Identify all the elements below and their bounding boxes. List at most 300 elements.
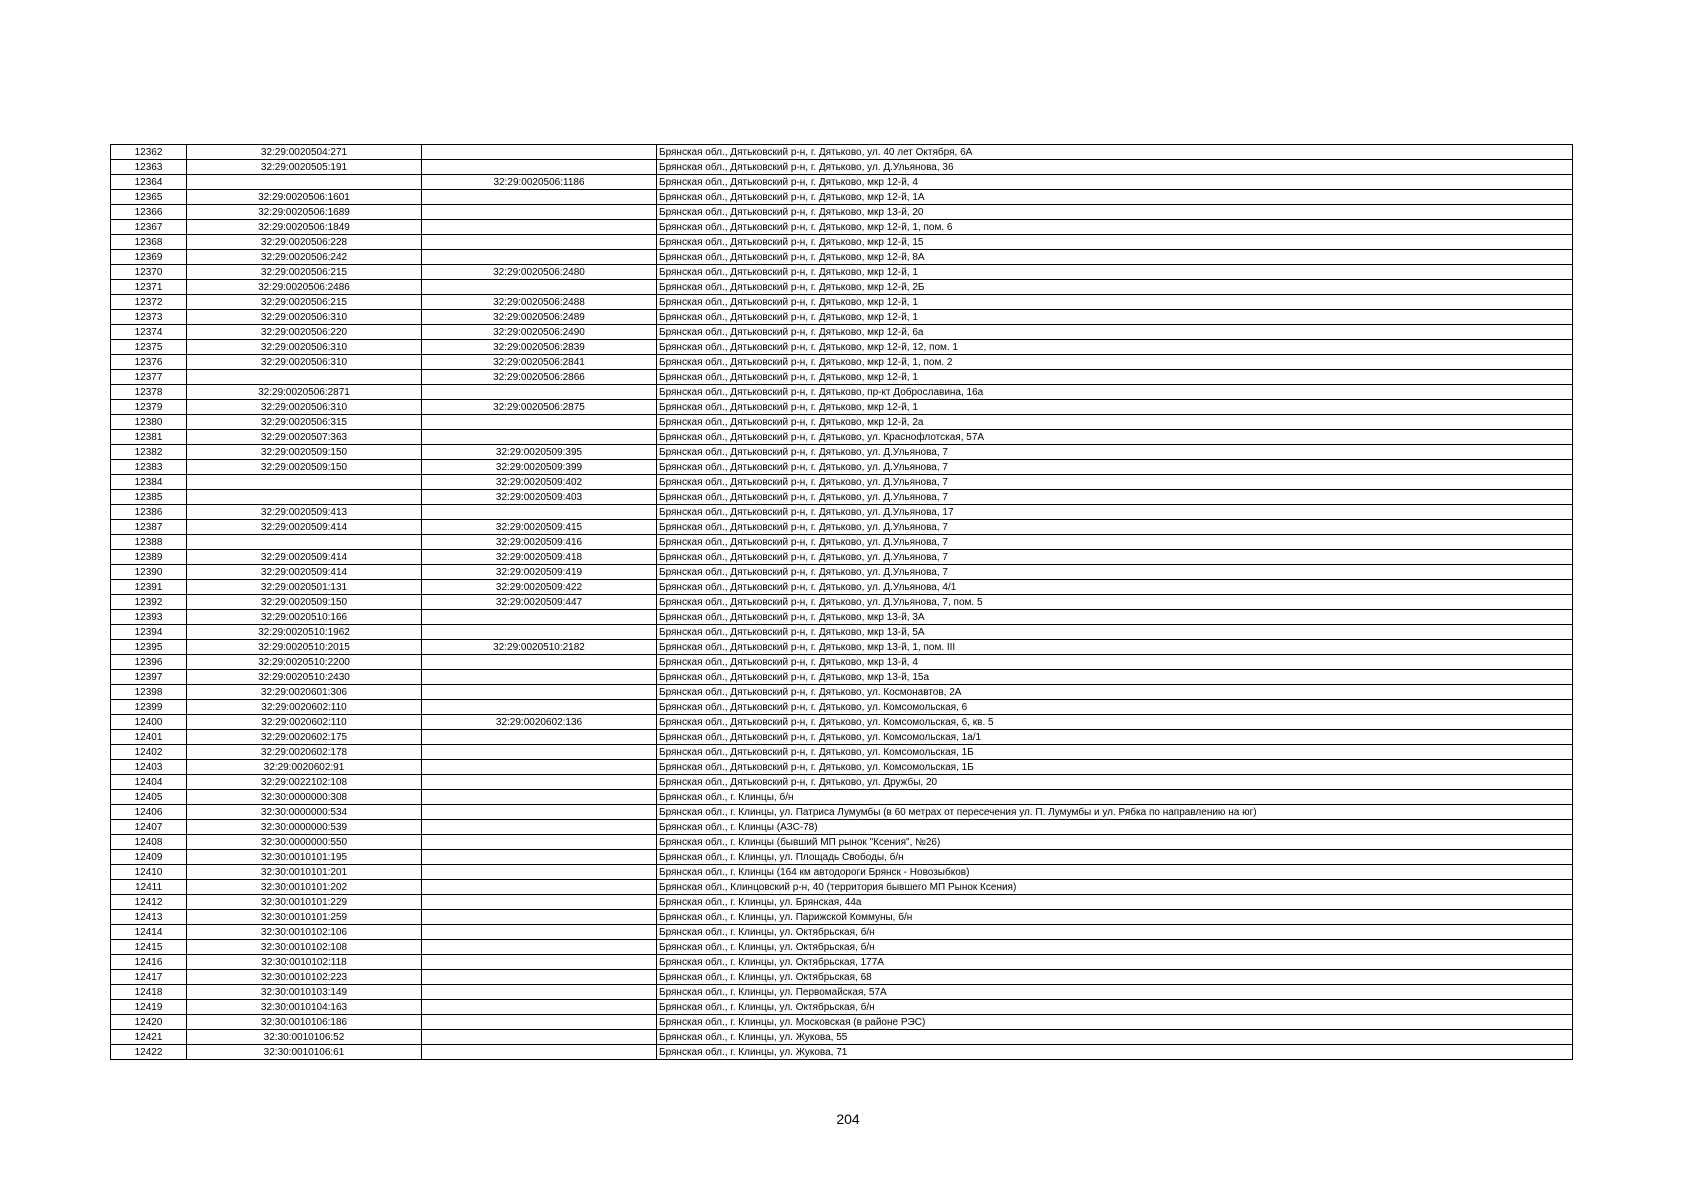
- table-row: [111, 280, 1573, 295]
- related-cadastral-number-cell: [422, 925, 657, 940]
- row-number-cell: 12394: [111, 625, 187, 640]
- row-number-cell: 12407: [111, 820, 187, 835]
- cadastral-number-cell: 32:29:0020506:2486: [187, 280, 422, 295]
- cadastral-number-cell: 32:30:0010106:61: [187, 1045, 422, 1060]
- row-number-cell: 12386: [111, 505, 187, 520]
- address-cell: Брянская обл., г. Клинцы, ул. Парижской Коммуны, б/н: [657, 910, 1573, 925]
- table-row: [111, 1000, 1573, 1015]
- address-cell: Брянская обл., Дятьковский р-н, г. Дятьково, ул. Комсомольская, 6: [657, 700, 1573, 715]
- table-row: [111, 205, 1573, 220]
- address-cell: Брянская обл., Дятьковский р-н, г. Дятьково, мкр 13-й, 1, пом. III: [657, 640, 1573, 655]
- row-number-cell: 12369: [111, 250, 187, 265]
- cadastral-number-cell: 32:29:0020506:310: [187, 355, 422, 370]
- table-row: [111, 970, 1573, 985]
- related-cadastral-number-cell: [422, 190, 657, 205]
- address-cell: Брянская обл., Клинцовский р-н, 40 (территория бывшего МП Рынок Ксения): [657, 880, 1573, 895]
- related-cadastral-number-cell: [422, 1045, 657, 1060]
- related-cadastral-number-cell: [422, 430, 657, 445]
- related-cadastral-number-cell: 32:29:0020506:2489: [422, 310, 657, 325]
- cadastral-number-cell: [187, 535, 422, 550]
- table-row: [111, 265, 1573, 280]
- address-cell: Брянская обл., Дятьковский р-н, г. Дятьково, ул. Дружбы, 20: [657, 775, 1573, 790]
- cadastral-number-cell: 32:30:0010101:229: [187, 895, 422, 910]
- table-row: [111, 910, 1573, 925]
- table-row: [111, 940, 1573, 955]
- address-cell: Брянская обл., Дятьковский р-н, г. Дятьково, ул. Комсомольская, 1Б: [657, 745, 1573, 760]
- cadastral-number-cell: 32:29:0020602:91: [187, 760, 422, 775]
- related-cadastral-number-cell: 32:29:0020506:2488: [422, 295, 657, 310]
- cadastral-number-cell: 32:30:0010101:195: [187, 850, 422, 865]
- cadastral-number-cell: 32:29:0020510:1962: [187, 625, 422, 640]
- related-cadastral-number-cell: [422, 385, 657, 400]
- table-row: [111, 250, 1573, 265]
- table-row: [111, 820, 1573, 835]
- cadastral-number-cell: 32:30:0010101:201: [187, 865, 422, 880]
- row-number-cell: 12401: [111, 730, 187, 745]
- cadastral-number-cell: 32:29:0022102:108: [187, 775, 422, 790]
- related-cadastral-number-cell: [422, 505, 657, 520]
- related-cadastral-number-cell: [422, 205, 657, 220]
- address-cell: Брянская обл., Дятьковский р-н, г. Дятьково, мкр 13-й, 5А: [657, 625, 1573, 640]
- cadastral-number-cell: [187, 475, 422, 490]
- related-cadastral-number-cell: [422, 790, 657, 805]
- cadastral-number-cell: 32:29:0020504:271: [187, 145, 422, 160]
- row-number-cell: 12404: [111, 775, 187, 790]
- address-cell: Брянская обл., Дятьковский р-н, г. Дятьково, ул. 40 лет Октября, 6А: [657, 145, 1573, 160]
- table-row: [111, 475, 1573, 490]
- table-row: [111, 1045, 1573, 1060]
- row-number-cell: 12390: [111, 565, 187, 580]
- table-row: [111, 775, 1573, 790]
- row-number-cell: 12370: [111, 265, 187, 280]
- row-number-cell: 12375: [111, 340, 187, 355]
- row-number-cell: 12408: [111, 835, 187, 850]
- row-number-cell: 12364: [111, 175, 187, 190]
- cadastral-number-cell: 32:30:0010101:259: [187, 910, 422, 925]
- address-cell: Брянская обл., Дятьковский р-н, г. Дятьково, ул. Комсомольская, 6, кв. 5: [657, 715, 1573, 730]
- cadastral-number-cell: 32:29:0020506:215: [187, 265, 422, 280]
- related-cadastral-number-cell: [422, 670, 657, 685]
- row-number-cell: 12377: [111, 370, 187, 385]
- cadastral-number-cell: 32:29:0020509:414: [187, 550, 422, 565]
- cadastral-number-cell: 32:29:0020602:110: [187, 700, 422, 715]
- row-number-cell: 12402: [111, 745, 187, 760]
- table-row: [111, 370, 1573, 385]
- row-number-cell: 12395: [111, 640, 187, 655]
- related-cadastral-number-cell: [422, 910, 657, 925]
- address-cell: Брянская обл., Дятьковский р-н, г. Дятьково, ул. Д.Ульянова, 7: [657, 490, 1573, 505]
- cadastral-number-cell: 32:29:0020509:413: [187, 505, 422, 520]
- related-cadastral-number-cell: [422, 745, 657, 760]
- related-cadastral-number-cell: 32:29:0020506:2875: [422, 400, 657, 415]
- address-cell: Брянская обл., Дятьковский р-н, г. Дятьково, мкр 13-й, 4: [657, 655, 1573, 670]
- address-cell: Брянская обл., Дятьковский р-н, г. Дятьково, ул. Комсомольская, 1а/1: [657, 730, 1573, 745]
- address-cell: Брянская обл., г. Клинцы, ул. Жукова, 71: [657, 1045, 1573, 1060]
- table-row: [111, 490, 1573, 505]
- related-cadastral-number-cell: 32:29:0020509:422: [422, 580, 657, 595]
- row-number-cell: 12410: [111, 865, 187, 880]
- row-number-cell: 12411: [111, 880, 187, 895]
- table-row: [111, 595, 1573, 610]
- related-cadastral-number-cell: [422, 625, 657, 640]
- related-cadastral-number-cell: 32:29:0020509:403: [422, 490, 657, 505]
- related-cadastral-number-cell: 32:29:0020509:415: [422, 520, 657, 535]
- related-cadastral-number-cell: [422, 610, 657, 625]
- related-cadastral-number-cell: [422, 955, 657, 970]
- address-cell: Брянская обл., г. Клинцы (164 км автодороги Брянск - Новозыбков): [657, 865, 1573, 880]
- table-row: [111, 505, 1573, 520]
- address-cell: Брянская обл., Дятьковский р-н, г. Дятьково, мкр 12-й, 1: [657, 265, 1573, 280]
- cadastral-number-cell: 32:29:0020506:228: [187, 235, 422, 250]
- address-cell: Брянская обл., Дятьковский р-н, г. Дятьково, ул. Космонавтов, 2А: [657, 685, 1573, 700]
- address-cell: Брянская обл., Дятьковский р-н, г. Дятьково, мкр 13-й, 15а: [657, 670, 1573, 685]
- related-cadastral-number-cell: [422, 835, 657, 850]
- table-row: [111, 145, 1573, 160]
- cadastral-number-cell: 32:30:0010102:223: [187, 970, 422, 985]
- row-number-cell: 12403: [111, 760, 187, 775]
- table-row: [111, 955, 1573, 970]
- table-row: [111, 430, 1573, 445]
- row-number-cell: 12400: [111, 715, 187, 730]
- related-cadastral-number-cell: [422, 760, 657, 775]
- row-number-cell: 12384: [111, 475, 187, 490]
- address-cell: Брянская обл., Дятьковский р-н, г. Дятьково, мкр 12-й, 15: [657, 235, 1573, 250]
- cadastral-number-cell: 32:29:0020509:414: [187, 565, 422, 580]
- row-number-cell: 12416: [111, 955, 187, 970]
- row-number-cell: 12392: [111, 595, 187, 610]
- cadastral-number-cell: 32:30:0010102:118: [187, 955, 422, 970]
- related-cadastral-number-cell: [422, 415, 657, 430]
- row-number-cell: 12387: [111, 520, 187, 535]
- related-cadastral-number-cell: [422, 1000, 657, 1015]
- cadastral-number-cell: [187, 175, 422, 190]
- related-cadastral-number-cell: [422, 850, 657, 865]
- related-cadastral-number-cell: 32:29:0020509:416: [422, 535, 657, 550]
- cadastral-number-cell: 32:29:0020506:310: [187, 340, 422, 355]
- cadastral-number-cell: 32:29:0020510:2015: [187, 640, 422, 655]
- address-cell: Брянская обл., Дятьковский р-н, г. Дятьково, ул. Д.Ульянова, 7: [657, 460, 1573, 475]
- address-cell: Брянская обл., Дятьковский р-н, г. Дятьково, ул. Д.Ульянова, 7: [657, 565, 1573, 580]
- cadastral-number-cell: 32:29:0020510:166: [187, 610, 422, 625]
- row-number-cell: 12376: [111, 355, 187, 370]
- row-number-cell: 12373: [111, 310, 187, 325]
- table-row: [111, 355, 1573, 370]
- related-cadastral-number-cell: [422, 805, 657, 820]
- cadastral-number-cell: 32:29:0020506:310: [187, 310, 422, 325]
- related-cadastral-number-cell: [422, 895, 657, 910]
- table-row: [111, 460, 1573, 475]
- row-number-cell: 12418: [111, 985, 187, 1000]
- address-cell: Брянская обл., Дятьковский р-н, г. Дятьково, ул. Д.Ульянова, 7: [657, 445, 1573, 460]
- related-cadastral-number-cell: 32:29:0020510:2182: [422, 640, 657, 655]
- table-row: [111, 190, 1573, 205]
- address-cell: Брянская обл., г. Клинцы (АЗС-78): [657, 820, 1573, 835]
- cadastral-number-cell: 32:30:0010104:163: [187, 1000, 422, 1015]
- related-cadastral-number-cell: 32:29:0020509:447: [422, 595, 657, 610]
- related-cadastral-number-cell: 32:29:0020509:418: [422, 550, 657, 565]
- row-number-cell: 12380: [111, 415, 187, 430]
- table-row: [111, 805, 1573, 820]
- registry-table: [110, 144, 1573, 1060]
- related-cadastral-number-cell: [422, 1030, 657, 1045]
- address-cell: Брянская обл., Дятьковский р-н, г. Дятьково, ул. Д.Ульянова, 7, пом. 5: [657, 595, 1573, 610]
- address-cell: Брянская обл., г. Клинцы, ул. Площадь Свободы, б/н: [657, 850, 1573, 865]
- row-number-cell: 12371: [111, 280, 187, 295]
- table-row: [111, 610, 1573, 625]
- cadastral-number-cell: 32:30:0010102:108: [187, 940, 422, 955]
- address-cell: Брянская обл., г. Клинцы, ул. Октябрьская, 68: [657, 970, 1573, 985]
- address-cell: Брянская обл., Дятьковский р-н, г. Дятьково, пр-кт Доброславина, 16а: [657, 385, 1573, 400]
- row-number-cell: 12391: [111, 580, 187, 595]
- row-number-cell: 12415: [111, 940, 187, 955]
- address-cell: Брянская обл., Дятьковский р-н, г. Дятьково, мкр 13-й, 3А: [657, 610, 1573, 625]
- related-cadastral-number-cell: 32:29:0020506:2839: [422, 340, 657, 355]
- row-number-cell: 12399: [111, 700, 187, 715]
- table-row: [111, 415, 1573, 430]
- row-number-cell: 12398: [111, 685, 187, 700]
- related-cadastral-number-cell: [422, 775, 657, 790]
- row-number-cell: 12372: [111, 295, 187, 310]
- table-row: [111, 175, 1573, 190]
- related-cadastral-number-cell: [422, 865, 657, 880]
- row-number-cell: 12365: [111, 190, 187, 205]
- table-row: [111, 670, 1573, 685]
- table-row: [111, 700, 1573, 715]
- address-cell: Брянская обл., Дятьковский р-н, г. Дятьково, ул. Д.Ульянова, 17: [657, 505, 1573, 520]
- related-cadastral-number-cell: 32:29:0020506:2866: [422, 370, 657, 385]
- cadastral-number-cell: 32:30:0010106:52: [187, 1030, 422, 1045]
- cadastral-number-cell: 32:30:0000000:539: [187, 820, 422, 835]
- cadastral-number-cell: 32:29:0020602:110: [187, 715, 422, 730]
- address-cell: Брянская обл., Дятьковский р-н, г. Дятьково, ул. Д.Ульянова, 4/1: [657, 580, 1573, 595]
- cadastral-number-cell: [187, 490, 422, 505]
- cadastral-number-cell: 32:29:0020505:191: [187, 160, 422, 175]
- table-row: [111, 520, 1573, 535]
- address-cell: Брянская обл., Дятьковский р-н, г. Дятьково, мкр 12-й, 12, пом. 1: [657, 340, 1573, 355]
- related-cadastral-number-cell: [422, 880, 657, 895]
- table-row: [111, 535, 1573, 550]
- row-number-cell: 12367: [111, 220, 187, 235]
- row-number-cell: 12393: [111, 610, 187, 625]
- related-cadastral-number-cell: [422, 655, 657, 670]
- row-number-cell: 12397: [111, 670, 187, 685]
- address-cell: Брянская обл., г. Клинцы (бывший МП рынок "Ксения", №26): [657, 835, 1573, 850]
- cadastral-number-cell: 32:29:0020602:178: [187, 745, 422, 760]
- table-row: [111, 1030, 1573, 1045]
- cadastral-number-cell: 32:30:0010106:186: [187, 1015, 422, 1030]
- table-row: [111, 385, 1573, 400]
- table-row: [111, 235, 1573, 250]
- address-cell: Брянская обл., г. Клинцы, ул. Жукова, 55: [657, 1030, 1573, 1045]
- address-cell: Брянская обл., Дятьковский р-н, г. Дятьково, мкр 12-й, 1: [657, 310, 1573, 325]
- row-number-cell: 12421: [111, 1030, 187, 1045]
- related-cadastral-number-cell: [422, 235, 657, 250]
- table-row: [111, 655, 1573, 670]
- table-row: [111, 580, 1573, 595]
- address-cell: Брянская обл., Дятьковский р-н, г. Дятьково, мкр 12-й, 1А: [657, 190, 1573, 205]
- row-number-cell: 12374: [111, 325, 187, 340]
- address-cell: Брянская обл., Дятьковский р-н, г. Дятьково, ул. Д.Ульянова, 7: [657, 550, 1573, 565]
- cadastral-number-cell: 32:29:0020506:2871: [187, 385, 422, 400]
- address-cell: Брянская обл., Дятьковский р-н, г. Дятьково, мкр 12-й, 2а: [657, 415, 1573, 430]
- related-cadastral-number-cell: [422, 820, 657, 835]
- table-row: [111, 880, 1573, 895]
- related-cadastral-number-cell: 32:29:0020506:2841: [422, 355, 657, 370]
- cadastral-number-cell: 32:29:0020506:310: [187, 400, 422, 415]
- cadastral-number-cell: 32:29:0020501:131: [187, 580, 422, 595]
- address-cell: Брянская обл., г. Клинцы, ул. Октябрьская, б/н: [657, 925, 1573, 940]
- row-number-cell: 12368: [111, 235, 187, 250]
- address-cell: Брянская обл., г. Клинцы, ул. Октябрьская, б/н: [657, 940, 1573, 955]
- row-number-cell: 12396: [111, 655, 187, 670]
- cadastral-number-cell: 32:29:0020509:414: [187, 520, 422, 535]
- address-cell: Брянская обл., Дятьковский р-н, г. Дятьково, мкр 12-й, 1, пом. 6: [657, 220, 1573, 235]
- related-cadastral-number-cell: 32:29:0020506:2490: [422, 325, 657, 340]
- table-row: [111, 565, 1573, 580]
- table-row: [111, 745, 1573, 760]
- related-cadastral-number-cell: [422, 160, 657, 175]
- related-cadastral-number-cell: 32:29:0020509:399: [422, 460, 657, 475]
- table-row: [111, 835, 1573, 850]
- table-row: [111, 715, 1573, 730]
- address-cell: Брянская обл., Дятьковский р-н, г. Дятьково, мкр 12-й, 1, пом. 2: [657, 355, 1573, 370]
- row-number-cell: 12362: [111, 145, 187, 160]
- address-cell: Брянская обл., Дятьковский р-н, г. Дятьково, мкр 12-й, 1: [657, 370, 1573, 385]
- row-number-cell: 12383: [111, 460, 187, 475]
- row-number-cell: 12422: [111, 1045, 187, 1060]
- related-cadastral-number-cell: 32:29:0020506:2480: [422, 265, 657, 280]
- address-cell: Брянская обл., г. Клинцы, ул. Московская (в районе РЭС): [657, 1015, 1573, 1030]
- address-cell: Брянская обл., Дятьковский р-н, г. Дятьково, мкр 12-й, 6а: [657, 325, 1573, 340]
- cadastral-number-cell: 32:30:0000000:308: [187, 790, 422, 805]
- row-number-cell: 12381: [111, 430, 187, 445]
- row-number-cell: 12406: [111, 805, 187, 820]
- cadastral-number-cell: 32:29:0020510:2200: [187, 655, 422, 670]
- address-cell: Брянская обл., г. Клинцы, ул. Брянская, 44а: [657, 895, 1573, 910]
- address-cell: Брянская обл., Дятьковский р-н, г. Дятьково, мкр 12-й, 1: [657, 295, 1573, 310]
- table-row: [111, 790, 1573, 805]
- table-row: [111, 160, 1573, 175]
- page-number: 204: [836, 1111, 860, 1127]
- table-row: [111, 895, 1573, 910]
- row-number-cell: 12385: [111, 490, 187, 505]
- address-cell: Брянская обл., г. Клинцы, б/н: [657, 790, 1573, 805]
- related-cadastral-number-cell: [422, 220, 657, 235]
- registry-table-body: [111, 145, 1573, 1060]
- address-cell: Брянская обл., г. Клинцы, ул. Октябрьская, 177А: [657, 955, 1573, 970]
- row-number-cell: 12409: [111, 850, 187, 865]
- row-number-cell: 12379: [111, 400, 187, 415]
- table-row: [111, 325, 1573, 340]
- related-cadastral-number-cell: [422, 730, 657, 745]
- cadastral-number-cell: 32:29:0020506:242: [187, 250, 422, 265]
- row-number-cell: 12412: [111, 895, 187, 910]
- cadastral-number-cell: 32:29:0020509:150: [187, 595, 422, 610]
- row-number-cell: 12414: [111, 925, 187, 940]
- table-row: [111, 865, 1573, 880]
- cadastral-number-cell: 32:30:0000000:534: [187, 805, 422, 820]
- table-row: [111, 1015, 1573, 1030]
- related-cadastral-number-cell: [422, 970, 657, 985]
- address-cell: Брянская обл., Дятьковский р-н, г. Дятьково, ул. Д.Ульянова, 7: [657, 520, 1573, 535]
- related-cadastral-number-cell: 32:29:0020509:395: [422, 445, 657, 460]
- table-row: [111, 625, 1573, 640]
- table-row: [111, 220, 1573, 235]
- table-row: [111, 925, 1573, 940]
- cadastral-number-cell: 32:29:0020509:150: [187, 460, 422, 475]
- cadastral-number-cell: 32:29:0020509:150: [187, 445, 422, 460]
- related-cadastral-number-cell: 32:29:0020506:1186: [422, 175, 657, 190]
- address-cell: Брянская обл., Дятьковский р-н, г. Дятьково, ул. Краснофлотская, 57А: [657, 430, 1573, 445]
- cadastral-number-cell: 32:29:0020506:315: [187, 415, 422, 430]
- related-cadastral-number-cell: [422, 700, 657, 715]
- table-row: [111, 760, 1573, 775]
- related-cadastral-number-cell: [422, 250, 657, 265]
- table-row: [111, 640, 1573, 655]
- table-row: [111, 550, 1573, 565]
- cadastral-number-cell: 32:29:0020507:363: [187, 430, 422, 445]
- table-row: [111, 340, 1573, 355]
- row-number-cell: 12389: [111, 550, 187, 565]
- related-cadastral-number-cell: [422, 985, 657, 1000]
- related-cadastral-number-cell: [422, 280, 657, 295]
- address-cell: Брянская обл., Дятьковский р-н, г. Дятьково, ул. Д.Ульянова, 36: [657, 160, 1573, 175]
- address-cell: Брянская обл., Дятьковский р-н, г. Дятьково, мкр 12-й, 4: [657, 175, 1573, 190]
- related-cadastral-number-cell: [422, 1015, 657, 1030]
- table-row: [111, 445, 1573, 460]
- address-cell: Брянская обл., Дятьковский р-н, г. Дятьково, ул. Комсомольская, 1Б: [657, 760, 1573, 775]
- row-number-cell: 12417: [111, 970, 187, 985]
- row-number-cell: 12382: [111, 445, 187, 460]
- cadastral-number-cell: 32:29:0020510:2430: [187, 670, 422, 685]
- address-cell: Брянская обл., Дятьковский р-н, г. Дятьково, мкр 13-й, 20: [657, 205, 1573, 220]
- cadastral-number-cell: 32:29:0020506:220: [187, 325, 422, 340]
- cadastral-number-cell: 32:30:0010101:202: [187, 880, 422, 895]
- row-number-cell: 12420: [111, 1015, 187, 1030]
- row-number-cell: 12413: [111, 910, 187, 925]
- address-cell: Брянская обл., г. Клинцы, ул. Патриса Лумумбы (в 60 метрах от пересечения ул. П. Лумумбы и ул. Рябка по направлению на юг): [657, 805, 1573, 820]
- cadastral-number-cell: 32:30:0000000:550: [187, 835, 422, 850]
- related-cadastral-number-cell: [422, 685, 657, 700]
- address-cell: Брянская обл., Дятьковский р-н, г. Дятьково, ул. Д.Ульянова, 7: [657, 535, 1573, 550]
- cadastral-number-cell: [187, 370, 422, 385]
- row-number-cell: 12366: [111, 205, 187, 220]
- related-cadastral-number-cell: [422, 145, 657, 160]
- address-cell: Брянская обл., г. Клинцы, ул. Октябрьская, б/н: [657, 1000, 1573, 1015]
- address-cell: Брянская обл., Дятьковский р-н, г. Дятьково, мкр 12-й, 1: [657, 400, 1573, 415]
- related-cadastral-number-cell: [422, 940, 657, 955]
- table-row: [111, 400, 1573, 415]
- row-number-cell: 12405: [111, 790, 187, 805]
- related-cadastral-number-cell: 32:29:0020602:136: [422, 715, 657, 730]
- table-row: [111, 295, 1573, 310]
- row-number-cell: 12363: [111, 160, 187, 175]
- cadastral-number-cell: 32:30:0010102:106: [187, 925, 422, 940]
- related-cadastral-number-cell: 32:29:0020509:402: [422, 475, 657, 490]
- cadastral-number-cell: 32:29:0020602:175: [187, 730, 422, 745]
- cadastral-number-cell: 32:29:0020506:1601: [187, 190, 422, 205]
- table-row: [111, 985, 1573, 1000]
- row-number-cell: 12378: [111, 385, 187, 400]
- cadastral-number-cell: 32:29:0020506:1849: [187, 220, 422, 235]
- cadastral-number-cell: 32:29:0020506:1689: [187, 205, 422, 220]
- cadastral-number-cell: 32:30:0010103:149: [187, 985, 422, 1000]
- address-cell: Брянская обл., г. Клинцы, ул. Первомайская, 57А: [657, 985, 1573, 1000]
- table-row: [111, 730, 1573, 745]
- table-row: [111, 850, 1573, 865]
- table-row: [111, 310, 1573, 325]
- cadastral-number-cell: 32:29:0020506:215: [187, 295, 422, 310]
